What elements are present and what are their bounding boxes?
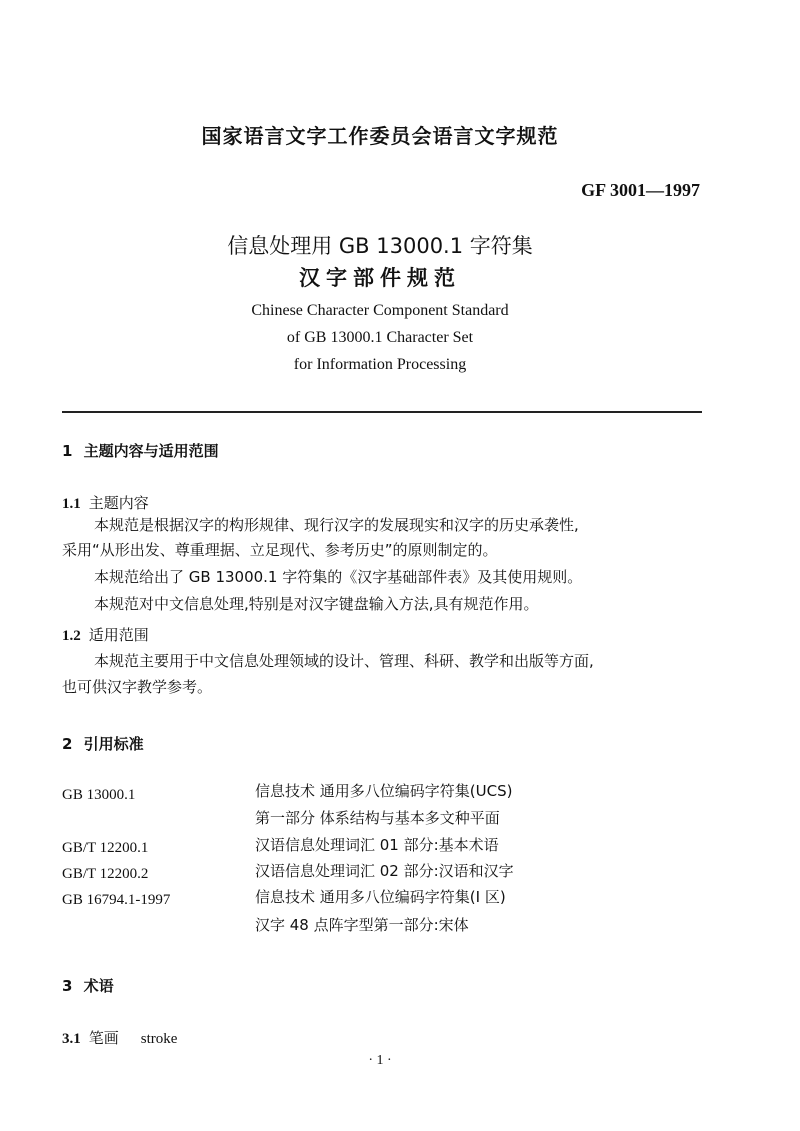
paragraph-1-1-b: 采用“从形出发、尊重理据、立足现代、参考历史”的原则制定的。 [62, 541, 498, 559]
ref-title-4-a: 信息技术 通用多八位编码字符集(I 区) [255, 888, 506, 906]
title-en-line1: Chinese Character Component Standard [251, 302, 509, 319]
section-1-heading [62, 440, 219, 461]
paragraph-1-1-c: 本规范给出了 GB 13000.1 字符集的《汉字基础部件表》及其使用规则。 [94, 568, 583, 586]
page-number: · 1 · [368, 1053, 392, 1068]
title-cn-line2: 汉字部件规范 [299, 266, 461, 290]
ref-code-1: GB 13000.1 [62, 787, 136, 803]
subsection-1-1-number: 1.1 [62, 496, 81, 512]
paragraph-1-2-a: 本规范主要用于中文信息处理领域的设计、管理、科研、教学和出版等方面, [94, 652, 594, 670]
paragraph-1-1-a: 本规范是根据汉字的构形规律、现行汉字的发展现实和汉字的历史承袭性, [94, 516, 579, 534]
section-1-title: 主题内容与适用范围 [83, 442, 219, 460]
committee-title: 国家语言文字工作委员会语言文字规范 [201, 124, 559, 148]
subsection-1-1-title: 主题内容 [88, 494, 149, 512]
subsection-3-1-english: stroke [140, 1031, 178, 1047]
ref-code-3: GB/T 12200.2 [62, 866, 149, 882]
ref-title-1-a: 信息技术 通用多八位编码字符集(UCS) [255, 782, 513, 800]
subsection-3-1-title: 笔画 [88, 1029, 119, 1047]
ref-title-1-b: 第一部分 体系结构与基本多文种平面 [255, 809, 500, 827]
section-2-heading [62, 733, 144, 754]
subsection-1-2-title: 适用范围 [88, 626, 149, 644]
subsection-1-2-heading [62, 624, 149, 645]
subsection-1-2-number: 1.2 [62, 628, 81, 644]
standard-code: GF 3001—1997 [581, 180, 700, 200]
ref-title-4-b: 汉字 48 点阵字型第一部分:宋体 [255, 916, 469, 934]
section-1-number: 1 [62, 442, 73, 460]
title-cn-line1: 信息处理用 GB 13000.1 字符集 [227, 234, 533, 258]
title-en-line3: for Information Processing [293, 356, 467, 373]
section-2-title: 引用标准 [83, 735, 144, 753]
subsection-1-1-heading [62, 492, 149, 513]
section-2-number: 2 [62, 735, 73, 753]
section-3-number: 3 [62, 977, 73, 995]
section-3-title: 术语 [83, 977, 114, 995]
ref-code-4: GB 16794.1-1997 [62, 892, 171, 908]
ref-title-3: 汉语信息处理词汇 02 部分:汉语和汉字 [255, 862, 514, 880]
paragraph-1-2-b: 也可供汉字教学参考。 [62, 678, 213, 696]
paragraph-1-1-d: 本规范对中文信息处理,特别是对汉字键盘输入方法,具有规范作用。 [94, 595, 539, 613]
title-en-line2: of GB 13000.1 Character Set [286, 329, 474, 346]
section-3-heading [62, 975, 114, 996]
subsection-3-1-number: 3.1 [62, 1031, 81, 1047]
header-divider [62, 411, 702, 413]
subsection-3-1-heading [62, 1027, 177, 1048]
ref-title-2: 汉语信息处理词汇 01 部分:基本术语 [255, 836, 499, 854]
ref-code-2: GB/T 12200.1 [62, 840, 149, 856]
